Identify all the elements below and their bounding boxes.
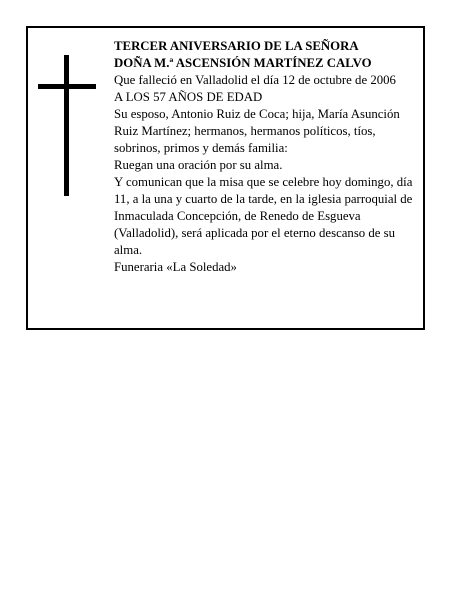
cross-horizontal-bar — [38, 84, 96, 89]
cross-vertical-bar — [64, 55, 69, 196]
prayer-request: Ruegan una oración por su alma. — [114, 158, 283, 172]
obituary-text — [114, 38, 424, 276]
notice-title-line-2: DOÑA M.ª ASCENSIÓN MARTÍNEZ CALVO — [114, 56, 372, 70]
notice-title-line-1: TERCER ANIVERSARIO DE LA SEÑORA — [114, 39, 359, 53]
family-paragraph: Su esposo, Antonio Ruiz de Coca; hija, María Asunción Ruiz Martínez; hermanos, hermanos políticos, tíos, sobrinos, primos y demás familia: — [114, 107, 400, 155]
funeral-home: Funeraria «La Soledad» — [114, 260, 237, 274]
mass-announcement: Y comunican que la misa que se celebre hoy domingo, día 11, a la una y cuarto de la tarde, en la iglesia parroquial de Inmaculada Concepción, de Renedo de Esgueva (Valladolid), será aplicada por el eterno descanso de su alma. — [114, 175, 413, 257]
death-date-line: Que falleció en Valladolid el día 12 de octubre de 2006 — [114, 73, 396, 87]
age-line: A LOS 57 AÑOS DE EDAD — [114, 90, 263, 104]
